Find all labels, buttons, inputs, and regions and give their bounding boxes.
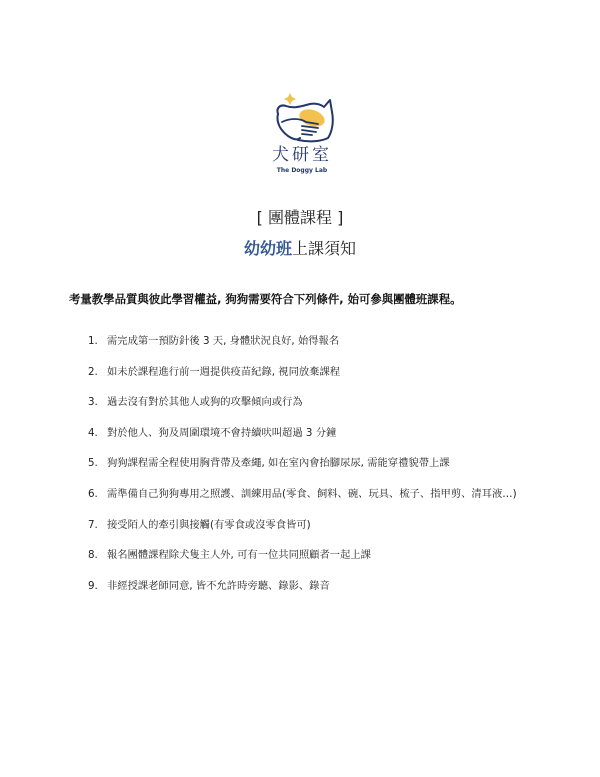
- list-item: [88, 357, 517, 388]
- list-item-number: 9.: [88, 579, 98, 592]
- list-item-number: 6.: [88, 487, 98, 500]
- page-title: [0, 238, 600, 260]
- logo-chinese-name: 犬研室: [272, 145, 332, 165]
- list-item: [88, 540, 517, 571]
- list-item-number: 3.: [88, 396, 98, 409]
- list-item-text: 過去沒有對於其他人或狗的攻擊傾向或行為: [107, 396, 303, 409]
- list-item-text: 如未於課程進行前一週提供疫苗紀錄, 視同放棄課程: [107, 365, 341, 378]
- list-item: [88, 448, 517, 479]
- list-item-number: 5.: [88, 457, 98, 470]
- list-item: [88, 510, 517, 541]
- list-item-text: 對於他人、狗及周圍環境不會持續吠叫超過 3 分鐘: [107, 426, 337, 439]
- doggy-lab-logo: [262, 88, 342, 186]
- rules-list: [88, 326, 517, 601]
- list-item-number: 7.: [88, 518, 98, 531]
- list-item: [88, 571, 517, 602]
- list-item-text: 接受陌人的牽引與接觸(有零食或沒零食皆可): [107, 518, 311, 531]
- page-title-accent: 幼幼班: [243, 239, 292, 258]
- list-item: [88, 418, 517, 449]
- page-title-rest: 上課須知: [292, 239, 357, 258]
- intro-paragraph: 考量教學品質與彼此學習權益, 狗狗需要符合下列條件, 始可參與團體班課程。: [69, 292, 462, 306]
- list-item: [88, 326, 517, 357]
- list-item-text: 需完成第一預防針後 3 天, 身體狀況良好, 始得報名: [107, 335, 340, 347]
- dog-hand-logo-icon: [262, 88, 342, 144]
- list-item-number: 2.: [88, 365, 98, 378]
- list-item-text: 非經授課老師同意, 皆不允許時旁聽、錄影、錄音: [107, 579, 330, 592]
- list-item-number: 1.: [88, 335, 98, 347]
- list-item-text: 報名團體課程除犬隻主人外, 可有一位共同照顧者一起上課: [107, 549, 371, 562]
- list-item-text: 需準備自己狗狗專用之照護、訓練用品(零食、飼料、碗、玩具、梳子、指甲剪、清耳液…): [107, 487, 517, 500]
- list-item: [88, 479, 517, 510]
- list-item-text: 狗狗課程需全程使用胸背帶及牽繩, 如在室內會抬腳尿尿, 需能穿禮貌帶上課: [107, 457, 450, 470]
- list-item-number: 4.: [88, 426, 98, 439]
- list-item: [88, 387, 517, 418]
- logo-english-name: The Doggy Lab: [276, 167, 328, 174]
- list-item-number: 8.: [88, 549, 98, 562]
- page-title-category: [ 團體課程 ]: [256, 208, 344, 227]
